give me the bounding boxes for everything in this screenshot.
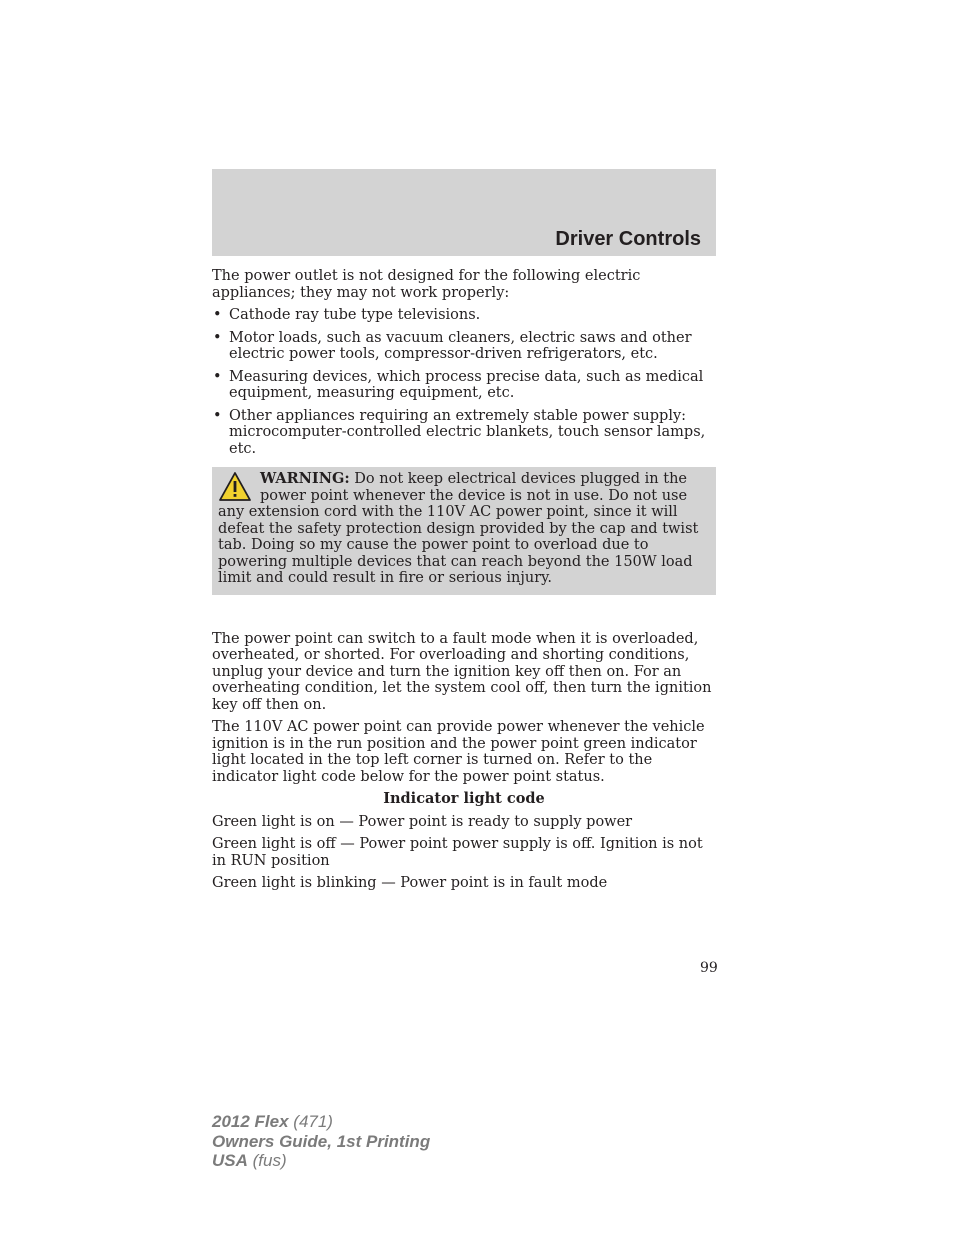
warning-label: WARNING:	[260, 470, 350, 487]
footer	[212, 1112, 430, 1171]
list-item-text: Motor loads, such as vacuum cleaners, electric saws and other electric power tools, compressor-driven refrigerators, etc.	[229, 329, 692, 362]
intro-paragraph: The power outlet is not designed for the following electric appliances; they may not work properly:	[212, 268, 641, 301]
warning-triangle-icon	[218, 471, 252, 503]
list-item	[212, 330, 716, 363]
warning-text: Do not keep electrical devices plugged in the power point whenever the device is not in use. Do not use any extension cord with the 110V AC power point, since it will defeat the safety protection design provided by the cap and twist tab. Doing so my cause the power point to overload due to powering multiple devices that can reach beyond the 150W load limit and could result in fire or serious injury.	[218, 471, 699, 586]
bullet-icon: •	[213, 368, 222, 385]
list-item	[212, 369, 716, 402]
bullet-icon: •	[213, 307, 222, 323]
list-item	[212, 307, 716, 324]
indicator-heading: Indicator light code	[383, 790, 545, 807]
indicator-line: Green light is blinking — Power point is in fault mode	[212, 875, 608, 891]
footer-model: 2012 Flex	[212, 1112, 289, 1131]
list-item-text: Cathode ray tube type televisions.	[229, 307, 481, 323]
list-item	[212, 408, 716, 458]
section-title: Driver Controls	[555, 228, 701, 250]
footer-model-code: (471)	[288, 1112, 333, 1131]
footer-model-line	[212, 1112, 430, 1132]
indicator-line: Green light is off — Power point power supply is off. Ignition is not in RUN position	[212, 836, 703, 869]
section-header-band	[212, 169, 716, 256]
bullet-icon: •	[213, 329, 222, 346]
list-item-text: Measuring devices, which process precise data, such as medical equipment, measuring equipment, etc.	[229, 368, 704, 401]
indicator-line: Green light is on — Power point is ready to supply power	[212, 813, 633, 830]
footer-market-line	[212, 1151, 430, 1171]
appliance-list	[212, 307, 716, 457]
page-content	[212, 268, 716, 898]
page-number: 99	[700, 960, 718, 976]
list-item-text: Other appliances requiring an extremely stable power supply: microcomputer-controlled electric blankets, touch sensor lamps, etc.	[229, 407, 706, 457]
power-point-paragraph: The 110V AC power point can provide power whenever the vehicle ignition is in the run position and the power point green indicator light located in the top left corner is turned on. Refer to the indicator light code below for the power point status.	[212, 719, 705, 785]
footer-guide: Owners Guide, 1st Printing	[212, 1131, 431, 1151]
footer-market: USA	[212, 1151, 248, 1170]
footer-guide-line	[212, 1132, 430, 1152]
footer-market-code: (fus)	[247, 1151, 287, 1170]
fault-mode-paragraph: The power point can switch to a fault mode when it is overloaded, overheated, or shorted. For overloading and shorting conditions, unplug your device and turn the ignition key off then on. For an overheating condition, let the system cool off, then turn the ignition key off then on.	[212, 630, 712, 713]
bullet-icon: •	[213, 407, 222, 424]
warning-box	[212, 467, 716, 595]
